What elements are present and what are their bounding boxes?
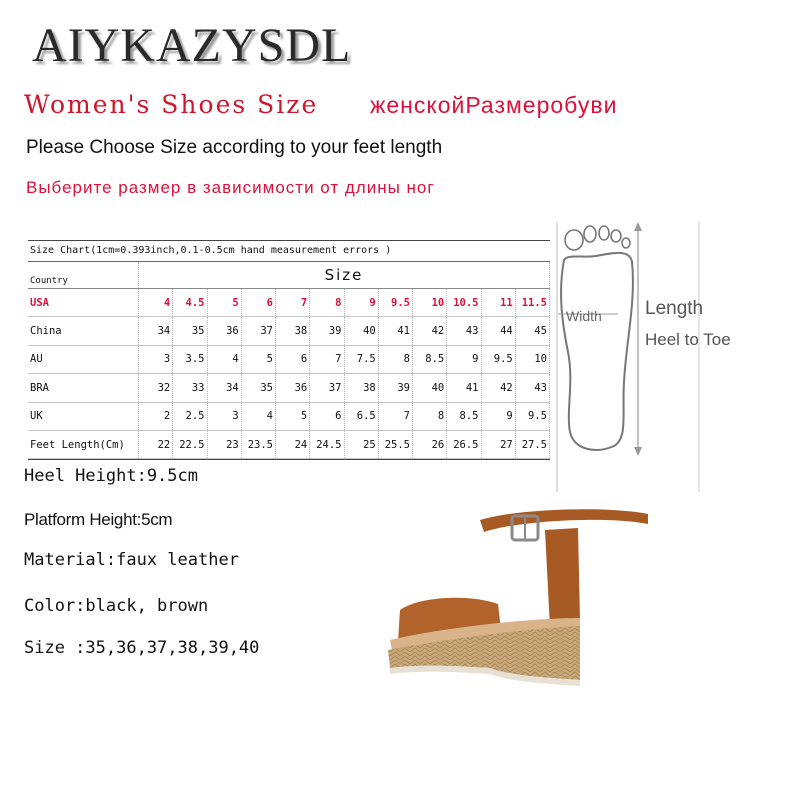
size-chart-row-label: China [28, 317, 139, 345]
size-chart-cell: 4 [241, 402, 275, 430]
size-chart-cell: 8.5 [447, 402, 481, 430]
size-chart-cell: 4 [207, 345, 241, 373]
size-chart-cell: 40 [344, 317, 378, 345]
size-chart-cell: 36 [207, 317, 241, 345]
toe-icon [622, 238, 630, 248]
size-chart-cell: 43 [515, 374, 549, 402]
size-chart-cell: 10 [515, 345, 549, 373]
size-chart-cell: 43 [447, 317, 481, 345]
size-chart-caption: Size Chart(1cm=0.393inch,0.1-0.5cm hand measurement errors ) [28, 241, 550, 262]
instruction-english: Please Choose Size according to your feet length [26, 137, 443, 158]
size-chart-cell: 25.5 [378, 430, 412, 458]
size-chart-cell: 34 [139, 317, 173, 345]
size-chart-cell: 10.5 [447, 289, 481, 317]
size-chart-cell: 32 [139, 374, 173, 402]
size-chart-cell: 44 [481, 317, 515, 345]
size-chart-cell: 23.5 [241, 430, 275, 458]
size-chart [28, 240, 550, 460]
country-header: Country [28, 262, 139, 289]
size-chart-cell: 11.5 [515, 289, 549, 317]
size-chart-cell: 41 [447, 374, 481, 402]
size-chart-cell: 42 [481, 374, 515, 402]
title-russian: женскойРазмеробуви [370, 92, 618, 118]
size-chart-cell: 7.5 [344, 345, 378, 373]
size-chart-cell: 9.5 [515, 402, 549, 430]
size-chart-row [28, 317, 550, 345]
size-chart-cell: 9 [447, 345, 481, 373]
size-chart-cell: 24 [276, 430, 310, 458]
size-chart-cell: 4 [139, 289, 173, 317]
size-chart-cell: 4.5 [173, 289, 207, 317]
instruction-russian: Выберите размер в зависимости от длины ног [26, 178, 435, 197]
size-chart-cell: 7 [378, 402, 412, 430]
size-chart-cell: 41 [378, 317, 412, 345]
size-chart-cell: 6 [310, 402, 344, 430]
size-chart-row [28, 430, 550, 458]
size-chart-cell: 33 [173, 374, 207, 402]
size-chart-cell: 27.5 [515, 430, 549, 458]
size-chart-cell: 7 [310, 345, 344, 373]
arrow-down-icon [634, 447, 642, 456]
size-chart-cell: 37 [241, 317, 275, 345]
toe-icon [599, 226, 609, 240]
heel-counter [545, 528, 580, 628]
toe-icon [584, 226, 596, 242]
size-chart-cell: 5 [241, 345, 275, 373]
size-chart-row [28, 289, 550, 317]
size-chart-cell: 3 [139, 345, 173, 373]
size-chart-cell: 35 [241, 374, 275, 402]
size-chart-table [28, 262, 550, 459]
size-chart-cell: 26.5 [447, 430, 481, 458]
toe-icon [565, 230, 583, 250]
size-chart-cell: 8 [413, 402, 447, 430]
spec-platform-height: Platform Height:5cm [24, 510, 173, 529]
size-chart-row [28, 345, 550, 373]
spec-color: Color:black, brown [24, 596, 209, 616]
size-chart-cell: 6.5 [344, 402, 378, 430]
ankle-strap [480, 509, 648, 532]
size-chart-cell: 11 [481, 289, 515, 317]
size-chart-cell: 2 [139, 402, 173, 430]
size-chart-cell: 24.5 [310, 430, 344, 458]
brand-logo: AIYKAZYSDL [32, 19, 352, 72]
size-chart-cell: 9.5 [378, 289, 412, 317]
size-chart-row-label: USA [28, 289, 139, 317]
size-chart-cell: 5 [207, 289, 241, 317]
size-chart-row [28, 374, 550, 402]
spec-material: Material:faux leather [24, 550, 239, 570]
size-chart-row-label: BRA [28, 374, 139, 402]
size-chart-cell: 3.5 [173, 345, 207, 373]
size-chart-cell: 3 [207, 402, 241, 430]
size-chart-cell: 39 [378, 374, 412, 402]
size-chart-cell: 38 [276, 317, 310, 345]
size-chart-cell: 8 [378, 345, 412, 373]
spec-sizes: Size :35,36,37,38,39,40 [24, 638, 260, 658]
size-chart-cell: 23 [207, 430, 241, 458]
title-english: Women's Shoes Size [24, 90, 319, 119]
size-header: Size [139, 262, 550, 289]
arrow-up-icon [634, 222, 642, 231]
size-chart-cell: 38 [344, 374, 378, 402]
width-label: Width [566, 308, 602, 324]
size-chart-cell: 8 [310, 289, 344, 317]
size-chart-cell: 45 [515, 317, 549, 345]
size-chart-cell: 34 [207, 374, 241, 402]
size-chart-cell: 9 [481, 402, 515, 430]
foot-outline-icon [561, 253, 633, 450]
shoe-image [380, 500, 680, 705]
size-chart-cell: 25 [344, 430, 378, 458]
size-chart-cell: 40 [413, 374, 447, 402]
size-chart-row-label: UK [28, 402, 139, 430]
size-chart-cell: 7 [276, 289, 310, 317]
size-chart-cell: 35 [173, 317, 207, 345]
size-chart-row-label: AU [28, 345, 139, 373]
length-subtitle: Heel to Toe [645, 330, 731, 349]
size-chart-header-row [28, 262, 550, 289]
size-chart-cell: 22 [139, 430, 173, 458]
size-chart-cell: 5 [276, 402, 310, 430]
size-chart-cell: 36 [276, 374, 310, 402]
size-chart-cell: 6 [241, 289, 275, 317]
size-chart-cell: 10 [413, 289, 447, 317]
size-chart-cell: 27 [481, 430, 515, 458]
toe-icon [611, 230, 621, 242]
size-chart-cell: 9 [344, 289, 378, 317]
size-chart-cell: 39 [310, 317, 344, 345]
size-chart-cell: 6 [276, 345, 310, 373]
size-chart-cell: 2.5 [173, 402, 207, 430]
size-chart-cell: 8.5 [413, 345, 447, 373]
size-chart-cell: 9.5 [481, 345, 515, 373]
spec-heel-height: Heel Height:9.5cm [24, 466, 198, 486]
size-chart-row-label: Feet Length(Cm) [28, 430, 139, 458]
size-chart-cell: 26 [413, 430, 447, 458]
size-chart-cell: 37 [310, 374, 344, 402]
size-chart-row [28, 402, 550, 430]
size-chart-cell: 22.5 [173, 430, 207, 458]
length-label: Length [645, 298, 704, 319]
foot-diagram [556, 222, 700, 500]
size-chart-cell: 42 [413, 317, 447, 345]
